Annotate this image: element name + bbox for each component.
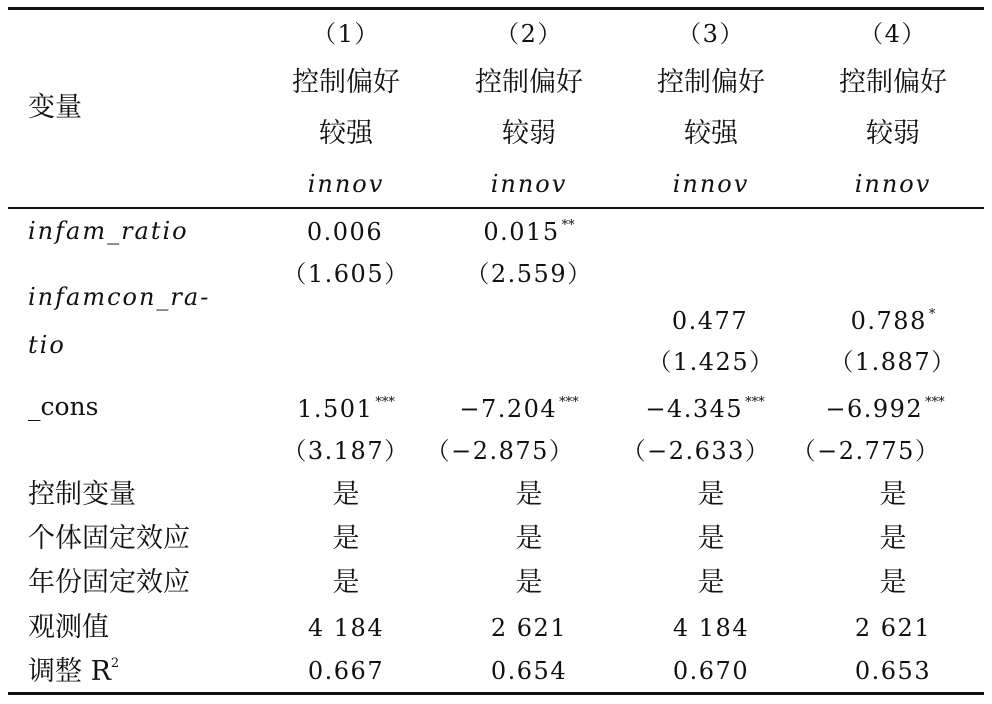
adjusted-r2-value: 0.654 — [490, 657, 568, 685]
header-rule — [8, 207, 984, 209]
dependent-variable: innov — [672, 170, 750, 198]
adjusted-r2-value: 0.653 — [854, 657, 932, 685]
bottom-rule — [8, 692, 984, 695]
coefficient: 0.006 — [306, 218, 384, 246]
observations-value: 2 621 — [490, 614, 568, 642]
row-label-controls: 控制变量 — [28, 479, 136, 510]
column-number: （2） — [495, 20, 563, 48]
coefficient: 0.015 ** — [483, 218, 575, 246]
variable-header: 变量 — [28, 92, 82, 123]
row-label-infamcon-ratio-cont: tio — [28, 331, 66, 359]
row-label-year-fe: 年份固定效应 — [28, 567, 190, 598]
t-statistic: （1.887） — [829, 348, 957, 376]
column-group-label: 控制偏好 — [475, 67, 583, 98]
top-rule — [8, 7, 984, 10]
controls-indicator: 是 — [697, 479, 725, 510]
column-number: （4） — [859, 20, 927, 48]
controls-indicator: 是 — [332, 479, 360, 510]
individual-fe-indicator: 是 — [515, 523, 543, 554]
column-number: （3） — [677, 20, 745, 48]
row-label-adjusted-r2: 调整 $R^2$ — [28, 656, 120, 687]
column-number: （1） — [312, 20, 380, 48]
t-statistic: （−2.633） — [621, 437, 771, 465]
coefficient: 0.788 * — [850, 307, 936, 335]
controls-indicator: 是 — [515, 479, 543, 510]
row-label-observations: 观测值 — [28, 612, 109, 643]
row-label-cons: _cons — [28, 392, 99, 421]
t-statistic: （2.559） — [465, 260, 593, 288]
individual-fe-indicator: 是 — [879, 523, 907, 554]
controls-indicator: 是 — [879, 479, 907, 510]
column-group-label: 控制偏好 — [839, 67, 947, 98]
column-group-label: 控制偏好 — [292, 67, 400, 98]
individual-fe-indicator: 是 — [332, 523, 360, 554]
t-statistic: （−2.775） — [791, 437, 941, 465]
year-fe-indicator: 是 — [332, 567, 360, 598]
row-label-individual-fe: 个体固定效应 — [28, 523, 190, 554]
observations-value: 4 184 — [307, 614, 385, 642]
t-statistic: （1.425） — [647, 348, 775, 376]
t-statistic: （−2.875） — [425, 437, 575, 465]
dependent-variable: innov — [490, 170, 568, 198]
coefficient: −6.992 *** — [825, 395, 945, 423]
dependent-variable: innov — [854, 170, 932, 198]
t-statistic: （3.187） — [282, 437, 410, 465]
individual-fe-indicator: 是 — [697, 523, 725, 554]
column-group-sublabel: 较弱 — [866, 118, 920, 149]
year-fe-indicator: 是 — [879, 567, 907, 598]
coefficient: 1.501 *** — [297, 395, 395, 423]
coefficient: −4.345 *** — [645, 395, 765, 423]
adjusted-r2-value: 0.670 — [672, 657, 750, 685]
observations-value: 4 184 — [672, 614, 750, 642]
column-group-sublabel: 较强 — [319, 118, 373, 149]
row-label-infamcon-ratio: infamcon_ra- — [28, 283, 211, 311]
year-fe-indicator: 是 — [515, 567, 543, 598]
dependent-variable: innov — [307, 170, 385, 198]
adjusted-r2-value: 0.667 — [307, 657, 385, 685]
observations-value: 2 621 — [854, 614, 932, 642]
row-label-infam-ratio: infam_ratio — [28, 217, 189, 245]
coefficient: −7.204 *** — [459, 395, 579, 423]
column-group-sublabel: 较弱 — [502, 118, 556, 149]
year-fe-indicator: 是 — [697, 567, 725, 598]
column-group-sublabel: 较强 — [684, 118, 738, 149]
column-group-label: 控制偏好 — [657, 67, 765, 98]
t-statistic: （1.605） — [282, 260, 410, 288]
coefficient: 0.477 — [671, 307, 749, 335]
